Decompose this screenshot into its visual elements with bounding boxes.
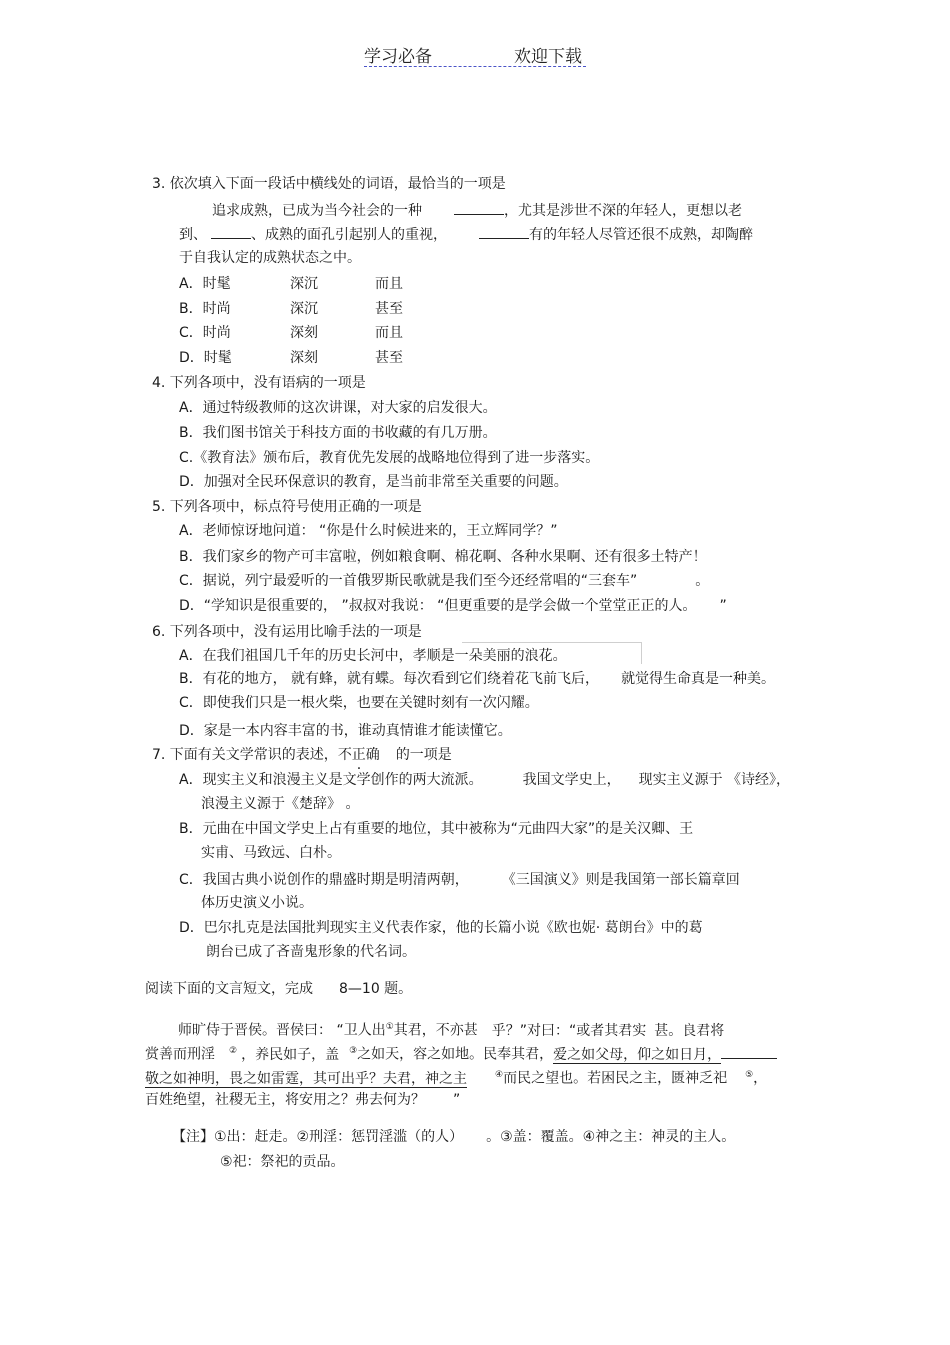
passage-underlined-text: 爱之如父母，仰之如日月， bbox=[553, 1046, 722, 1063]
q4-stem: 4. 下列各项中，没有语病的一项是 bbox=[152, 375, 366, 391]
page-header bbox=[364, 40, 586, 67]
passage-line2: 赏善而刑淫 ② ，养民如子，盖 ③之如天，容之如地。民奉其君，爱之如父母，仰之如日月， bbox=[145, 1042, 777, 1064]
q4-option-a: A．通过特级教师的这次讲课，对大家的启发很大。 bbox=[179, 400, 497, 416]
q5-option-b: B．我们家乡的物产可丰富啦，例如粮食啊、棉花啊、各种水果啊、还有很多土特产！ bbox=[179, 549, 707, 565]
q7-option-d-line2: 朗台已成了吝啬鬼形象的代名词。 bbox=[206, 944, 416, 960]
q3-passage-line2: 到、 、成熟的面孔引起别人的重视， 有的年轻人尽管还很不成熟，却陶醉 bbox=[179, 224, 753, 244]
header-left-text: 学习必备 bbox=[364, 47, 432, 67]
q4-option-b: B．我们图书馆关于科技方面的书收藏的有几万册。 bbox=[179, 425, 497, 441]
q3-option-d: D．时髦 深刻 甚至 bbox=[179, 350, 403, 366]
q5-option-a: A．老师惊讶地问道： “你是什么时候进来的，王立辉同学？” bbox=[179, 523, 558, 539]
passage-line4: 百姓绝望，社稷无主，将安用之？弗去何为？ ” bbox=[145, 1092, 461, 1108]
q3-passage-line1: 追求成熟，已成为当今社会的一种 ，尤其是涉世不深的年轻人，更想以老 bbox=[212, 200, 742, 220]
q7-option-c-line2: 体历史演义小说。 bbox=[201, 895, 313, 911]
q7-option-d-line1: D．巴尔扎克是法国批判现实主义代表作家，他的长篇小说《欧也妮· 葛朗台》中的葛 bbox=[179, 920, 703, 936]
q3-stem: 3. 依次填入下面一段话中横线处的词语，最恰当的一项是 bbox=[152, 176, 506, 192]
header-right-text: 欢迎下载 bbox=[514, 47, 582, 67]
passage-line3: 敬之如神明，畏之如雷霆，其可出乎？夫君，神之主 ④而民之望也。若困民之主，匮神乏祀 ⑤， bbox=[145, 1070, 768, 1087]
q7-stem: 7. 下面有关文学常识的表述，不正确 的一项是 bbox=[152, 747, 452, 763]
q6-option-d: D．家是一本内容丰富的书，谁动真情谁才能读懂它。 bbox=[179, 723, 512, 739]
q6-option-c: C．即使我们只是一根火柴，也要在关键时刻有一次闪耀。 bbox=[179, 695, 539, 711]
q3-option-c: C．时尚 深刻 而且 bbox=[179, 325, 403, 341]
q3-option-a: A．时髦 深沉 而且 bbox=[179, 276, 403, 292]
passage-line1: 师旷侍于晋侯。晋侯曰： “卫人出①其君，不亦甚 乎？”对曰：“或者其君实 甚。良君将 bbox=[178, 1022, 725, 1039]
q7-option-b-line2: 实甫、马致远、白朴。 bbox=[201, 845, 341, 861]
q3-blank-3 bbox=[479, 224, 529, 239]
q3-passage-line3: 于自我认定的成熟状态之中。 bbox=[179, 250, 361, 266]
q5-option-d: D．“学知识是很重要的， ”叔叔对我说： “但更重要的是学会做一个堂堂正正的人。 ” bbox=[179, 598, 727, 614]
q3-option-b: B．时尚 深沉 甚至 bbox=[179, 301, 403, 317]
q3-blank-2 bbox=[211, 224, 251, 239]
q4-option-d: D．加强对全民环保意识的教育，是当前非常至关重要的问题。 bbox=[179, 474, 568, 490]
q7-emphasis: 不正确 bbox=[337, 747, 380, 763]
q6-option-b: B．有花的地方， 就有蜂，就有蝶。每次看到它们绕着花飞前飞后， 就觉得生命真是一种美。 bbox=[179, 671, 776, 687]
scan-artifact-line-vertical bbox=[641, 642, 642, 664]
q6-option-a: A．在我们祖国几千年的历史长河中，孝顺是一朵美丽的浪花。 bbox=[179, 648, 567, 664]
q7-option-a-line2: 浪漫主义源于《楚辞》 。 bbox=[201, 796, 360, 812]
scan-artifact-line bbox=[462, 642, 642, 643]
q7-option-b-line1: B．元曲在中国文学史上占有重要的地位，其中被称为“元曲四大家”的是关汉卿、王 bbox=[179, 821, 694, 837]
note-line2: ⑤祀：祭祀的贡品。 bbox=[220, 1154, 345, 1170]
q5-stem: 5. 下列各项中，标点符号使用正确的一项是 bbox=[152, 499, 422, 515]
q7-option-c-line1: C．我国古典小说创作的鼎盛时期是明清两朝， 《三国演义》则是我国第一部长篇章回 bbox=[179, 872, 740, 888]
note-line1: 【注】①出：赶走。②刑淫：惩罚淫滥（的人） 。③盖：覆盖。④神之主：神灵的主人。 bbox=[172, 1129, 736, 1145]
q3-blank-1 bbox=[454, 200, 504, 215]
q6-stem: 6. 下列各项中，没有运用比喻手法的一项是 bbox=[152, 624, 422, 640]
q5-option-c: C．据说，列宁最爱听的一首俄罗斯民歌就是我们至今还经常唱的“三套车” 。 bbox=[179, 573, 710, 589]
q4-option-c: C.《教育法》颁布后，教育优先发展的战略地位得到了进一步落实。 bbox=[179, 450, 600, 466]
q7-option-a-line1: A．现实主义和浪漫主义是文学创作的两大流派。 我国文学史上， 现实主义源于 《诗经》， bbox=[179, 772, 791, 788]
reading-intro: 阅读下面的文言短文，完成 8—10 题。 bbox=[145, 981, 413, 997]
